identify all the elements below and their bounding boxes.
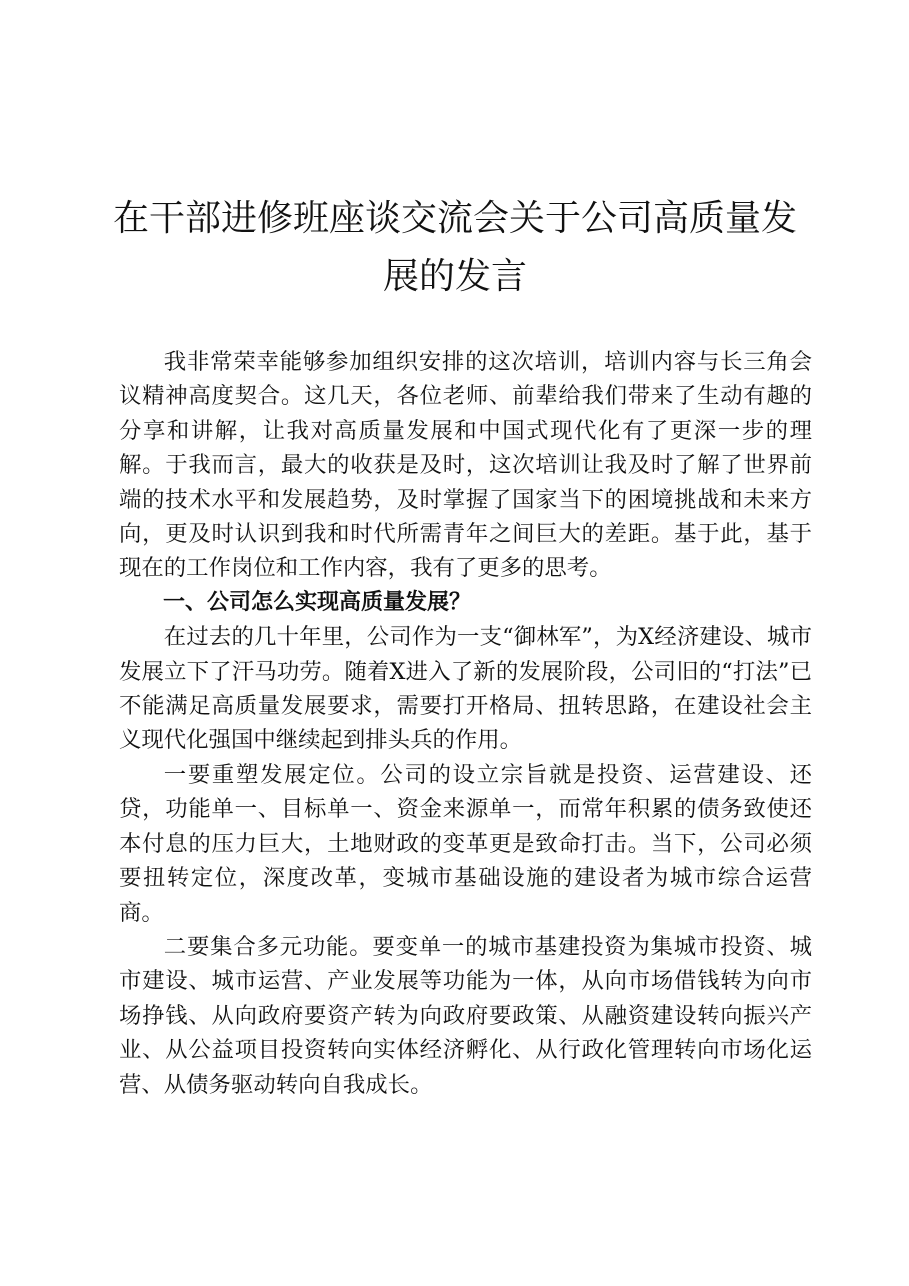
paragraph-point-2: 二要集合多元功能。要变单一的城市基建投资为集城市投资、城市建设、城市运营、产业发展等功能为一体，从向市场借钱转为向市场挣钱、从向政府要资产转为向政府要政策、从融资建设转向振兴产业、从公益项目投资转向实体经济孵化、从行政化管理转向市场化运营、从债务驱动转向自我成长。	[119, 933, 812, 1098]
section-heading-1: 一、公司怎么实现高质量发展？	[163, 589, 472, 615]
paragraph-point-1: 一要重塑发展定位。公司的设立宗旨就是投资、运营建设、还贷，功能单一、目标单一、资金来源单一，而常年积累的债务致使还本付息的压力巨大，土地财政的变革更是致命打击。当下，公司必须要扭转定位，深度改革，变城市基础设施的建设者为城市综合运营商。	[119, 761, 812, 926]
paragraph-intro: 我非常荣幸能够参加组织安排的这次培训，培训内容与长三角会议精神高度契合。这几天，各位老师、前辈给我们带来了生动有趣的分享和讲解，让我对高质量发展和中国式现代化有了更深一步的理解。于我而言，最大的收获是及时，这次培训让我及时了解了世界前端的技术水平和发展趋势，及时掌握了国家当下的困境挑战和未来方向，更及时认识到我和时代所需青年之间巨大的差距。基于此，基于现在的工作岗位和工作内容，我有了更多的思考。	[119, 349, 812, 582]
document-title: 在干部进修班座谈交流会关于公司高质量发展的发言	[112, 198, 797, 297]
paragraph-background: 在过去的几十年里，公司作为一支“御林军”，为X经济建设、城市发展立下了汗马功劳。随着X进入了新的发展阶段，公司旧的“打法”已不能满足高质量发展要求，需要打开格局、扭转思路，在建设社会主义现代化强国中继续起到排头兵的作用。	[119, 624, 812, 754]
document-body	[119, 345, 812, 1102]
